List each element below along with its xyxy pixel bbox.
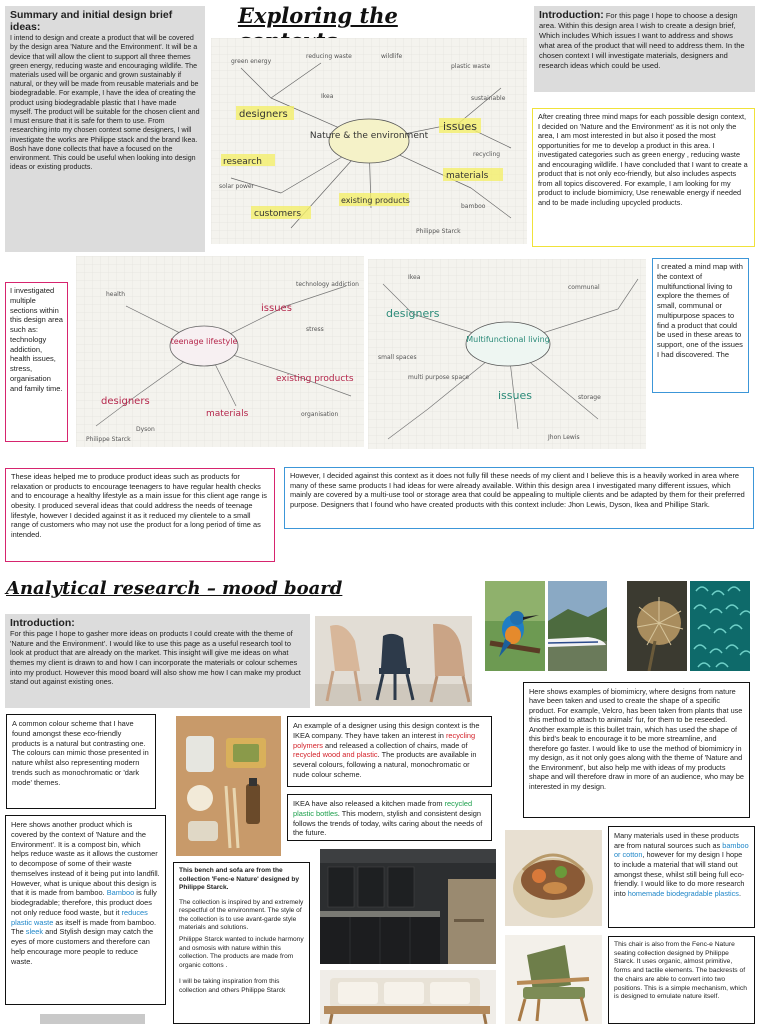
mindmap-multifunctional-text: I created a mind map with the context of multifunctional living to explore the themes of small, communal or multipurpose spaces to find a product that could be used in these areas to support, one of the issues I had discovered. The: [652, 258, 749, 393]
after-mindmaps-box: After creating three mind maps for each possible design context, I decided on 'Nature and the Environment' as it is not only the area, I am most interested in but also it posed the most opportunities for me to develop a product in this area. I investigated categories such as green energy , reducing waste and encouraging wildlife. I have concluded that I want to create a product that is not only eco-friendly, but also includes aspects from all topics discovered. For example, I am looking for my product to include biomimicry, Use renewable energy if needed and to be made including upcycled products.: [532, 108, 755, 247]
mm3-note: Jhon Lewis: [548, 434, 580, 441]
mindmap-teenage-photo: [76, 256, 364, 447]
mm3-note: storage: [578, 394, 601, 401]
mm1-customers: customers: [254, 209, 302, 219]
photo-bottom-thumb: [40, 1014, 145, 1024]
photo-kingfisher: [485, 581, 545, 671]
bench-box: [173, 862, 310, 1024]
mm1-note: bamboo: [461, 203, 486, 210]
summary-box: [5, 6, 205, 252]
photo-velcro: [690, 581, 750, 671]
ikea-chairs-box: [287, 716, 492, 787]
intro-mood-box: [5, 614, 310, 708]
compost-box: [5, 815, 166, 1005]
mm3-issues: issues: [498, 389, 532, 402]
mm3-note: Ikea: [408, 274, 421, 281]
mm1-designers: designers: [239, 109, 288, 120]
photo-ikea-chairs: [315, 616, 472, 706]
mindmap-multifunctional-drawing: [368, 259, 646, 449]
mm1-center: Nature & the environment: [309, 131, 429, 141]
materials-highlight-2: homemade biodegradable plastics: [627, 888, 739, 898]
mm3-note: communal: [568, 284, 600, 291]
intro-top-body: For this page I hope to choose a design area. Within this design area I wish to create a design brief, Which includes Which issues I want to address and shows what area of the product that will need to address them. In the chosen context I will investigate materials, designers and research ideas which could be used.: [539, 11, 745, 70]
photo-fence-bench: [320, 970, 496, 1024]
compost-text-2: is fully biodegradable; therefore, this product does not only reduce food waste, but it: [11, 888, 157, 917]
mm3-designers: designers: [386, 307, 440, 320]
mm2-note: Philippe Starck: [86, 436, 131, 443]
mindmap-nature-drawing: [211, 38, 527, 244]
intro-top-heading: Introduction:: [539, 9, 604, 21]
mm3-note: multi purpose space: [408, 374, 470, 381]
mm2-center: teenage lifestyle: [170, 337, 238, 346]
bench-text-3: I will be taking inspiration from this collection and others Philippe Starck: [179, 978, 286, 994]
ikea-chairs-highlight-2: recycled wood and plastic: [293, 750, 378, 760]
mm1-note: recycling: [473, 151, 501, 158]
bench-text-1: The collection is inspired by and extremely respectful of the environment. The style of the collection is to use avant-garde style materials and solutions.: [179, 898, 304, 932]
compost-text-4: and Stylish design may catch the eyes of more customers and therefore can help encourage more people to reduce waste.: [11, 927, 154, 966]
mm2-existing: existing products: [276, 374, 354, 384]
materials-text-2: , however for my design I hope to include a material that will stand out amongst these, whilst still being full eco-friendly. I would like to do more research into: [614, 850, 745, 898]
ikea-kitchen-text-1: IKEA have also released a kitchen made from: [293, 799, 445, 808]
investigated-box: I investigated multiple sections within this design area such as: technology addiction, health issues, stress, organisation and family time.: [5, 282, 68, 442]
mm1-issues: issues: [443, 120, 477, 133]
mm1-note: green energy: [231, 58, 272, 65]
compost-highlight-1: Bamboo: [106, 888, 135, 898]
bench-heading: This bench and sofa are from the collection 'Fenc-e Nature' designed by Philippe Starck.: [179, 867, 300, 892]
mm1-materials: materials: [446, 171, 489, 181]
mm1-note: wildlife: [381, 53, 403, 60]
biomimicry-box: Here shows examples of biomimicry, where designs from nature have been taken and used to create the shape of a specific product. For example, Velcro, has been taken from plants that use this method to attach to animals' fur, for them to be reseeded. Another example is this bullet train, which has used the shape of this bird's beak to encourage it to be more streamline, and therefore go faster. I would like to use the method of biomimicry in my design, as it not only goes along with the theme of 'Nature and the Environment', but also help me with ideas of my products shape and will therefore draw in more of an audience, who may be interested in my design.: [523, 682, 750, 818]
photo-eco-products: [176, 716, 281, 856]
ikea-chairs-text-3: . The products are available in several colours, following a natural, monochromatic or nude colour scheme.: [293, 750, 477, 779]
intro-mood-body: For this page I hope to gasher more ideas on products I could create with the theme of 'Nature and the Environment'. I would like to use this page as a useful research tool to look at product that are already on the market. This insight will give me ideas on what themes my client is drawn to and how I can incorporate the materials or colour schemes into my product. However this mood board will also show me how I can make my product stand out against existing ones.: [10, 629, 301, 687]
mindmap-multifunctional-photo: [368, 259, 646, 449]
materials-text-3: .: [738, 888, 741, 898]
ikea-kitchen-box: [287, 794, 492, 841]
materials-box: [608, 826, 755, 928]
mm3-center: Multifunctional living: [466, 335, 550, 344]
title-exploring-contexts: Exploring the: [238, 3, 398, 28]
intro-mood-heading: Introduction:: [10, 617, 75, 629]
mm2-materials: materials: [206, 409, 249, 419]
ikea-kitchen-highlight-1: recycled plastic bottles: [293, 799, 473, 818]
mindmap-nature-photo: [211, 38, 527, 244]
intro-top-text: [539, 9, 750, 71]
colour-scheme-box: A common colour scheme that I have found amongst these eco-friendly products is a natural but contrasting one. The colours can mimic those presented in nature whilst also representing modern trends such as monochromatic or 'dark mode' themes.: [6, 714, 156, 809]
chair-fence-box: [608, 936, 755, 1024]
photo-fence-chair: [505, 935, 602, 1024]
intro-top-box: [534, 6, 755, 92]
mm3-note: small spaces: [378, 354, 417, 361]
bench-text-2: Philippe Starck wanted to include harmony and osmosis with nature within this collection. The products are made from organic cottons .: [179, 935, 304, 969]
mm1-note: Philippe Starck: [416, 228, 461, 235]
mm1-research: research: [223, 157, 262, 167]
photo-compost-bin: [505, 830, 602, 926]
ideas-helped-box: These ideas helped me to produce product ideas such as products for relaxation or products to encourage teenagers to have regular health checks and to encourage a healthy lifestyle as a main issue for this client age range is obesity. I produced several ideas that could address the needs of teenage lifestyle, however I decided against it as it reduced my clientele to a small range of customers who may not use the product for a long period of time as intended.: [5, 468, 275, 562]
mm2-issues: issues: [261, 303, 292, 314]
ikea-chairs-highlight-1: recycling polymers: [293, 730, 476, 750]
title-mood-board: Analytical research – mood board: [6, 578, 343, 599]
chair-fence-text: This chair is also from the Fenc-e Nature seating collection designed by Philippe Starck. It uses organic, almost primitive, forms and tactile elements. The backrests of the chairs are able to convert into two positions. This is a simple mechanism, which is designed to emulate nature itself.: [614, 941, 747, 1001]
mm1-note: Ikea: [321, 93, 334, 100]
mm1-existing: existing products: [341, 196, 410, 205]
ikea-chairs-text-2: and released a collection of chairs, made of: [322, 740, 468, 750]
ikea-chairs-text-1: An example of a designer using this design context is the IKEA company. They have taken an interest in: [293, 721, 480, 740]
summary-heading: Summary and initial design brief ideas:: [10, 9, 173, 34]
materials-text-1: Many materials used in these products are from natural sources such as: [614, 831, 739, 850]
ikea-kitchen-text-2: . This modern, stylish and consistent design follows the trends of today, wilts caring about the needs of the future.: [293, 808, 483, 838]
mm1-note: sustainable: [471, 95, 506, 102]
mindmap-teenage-drawing: [76, 256, 364, 447]
summary-body: I intend to design and create a product that will be covered by the design area 'Nature and the Environment'. It will be a device that will allow the client to support all three themes green energy, reducing waste and encouraging wildlife. The materials used will be organic and grown sustainably if natural, or they will be made from reusable materials and be biodegradable. For example, I have the idea of creating the product using biodegradable plastic that I have made myself. The product will be suitable for the chosen client and I must ensure that it is safe for them to use. From researching into my chosen context some designers, I will investigate the works are Philippe stack and the brand Ikea. Bosh have done collects that have a focused on the environment. This could be useful when looking into design ideas or existing products.: [10, 34, 200, 172]
compost-highlight-2: reduces plastic waste: [11, 907, 148, 927]
compost-highlight-3: sleek: [25, 927, 44, 937]
mm1-note: reducing waste: [306, 53, 352, 60]
mm2-designers: designers: [101, 396, 150, 407]
mm2-note: health: [106, 291, 125, 298]
mm2-note: stress: [306, 326, 324, 333]
mm2-note: technology addiction: [296, 281, 359, 288]
materials-highlight-1: bamboo or cotton: [614, 840, 749, 860]
mm2-note: organisation: [301, 411, 339, 418]
photo-ikea-kitchen: [320, 849, 496, 964]
mm1-note: plastic waste: [451, 63, 491, 70]
photo-burdock: [627, 581, 687, 671]
compost-text-3: as itself is made from bamboo. The: [11, 917, 157, 937]
photo-bullet-train: [548, 581, 607, 671]
mm2-note: Dyson: [136, 426, 155, 433]
however-decided-box: However, I decided against this context as it does not fully fill these needs of my client and I believe this is a heavily worked in area where many of these same products I had ideas for were already available. Within this design area I investigated many different issues, which mainly are covered by a multi-use tool or storage area that could be appealing to multiple clients and be adapted by them for their preferred purpose. Designers that I found who have created products with this context include: Jhon Lewis, Dyson, Ikea and Phillipe Stark.: [284, 467, 754, 529]
compost-text-1: Here shows another product which is covered by the context of 'Nature and the Environment'. It is a compost bin, which helps reduce waste as it allows the customer to decompose of some of their waste themselves instead of it being put into landfill. However, what is unique about this design is that it is made from bamboo.: [11, 820, 160, 898]
mm1-note: solar power: [219, 183, 255, 190]
